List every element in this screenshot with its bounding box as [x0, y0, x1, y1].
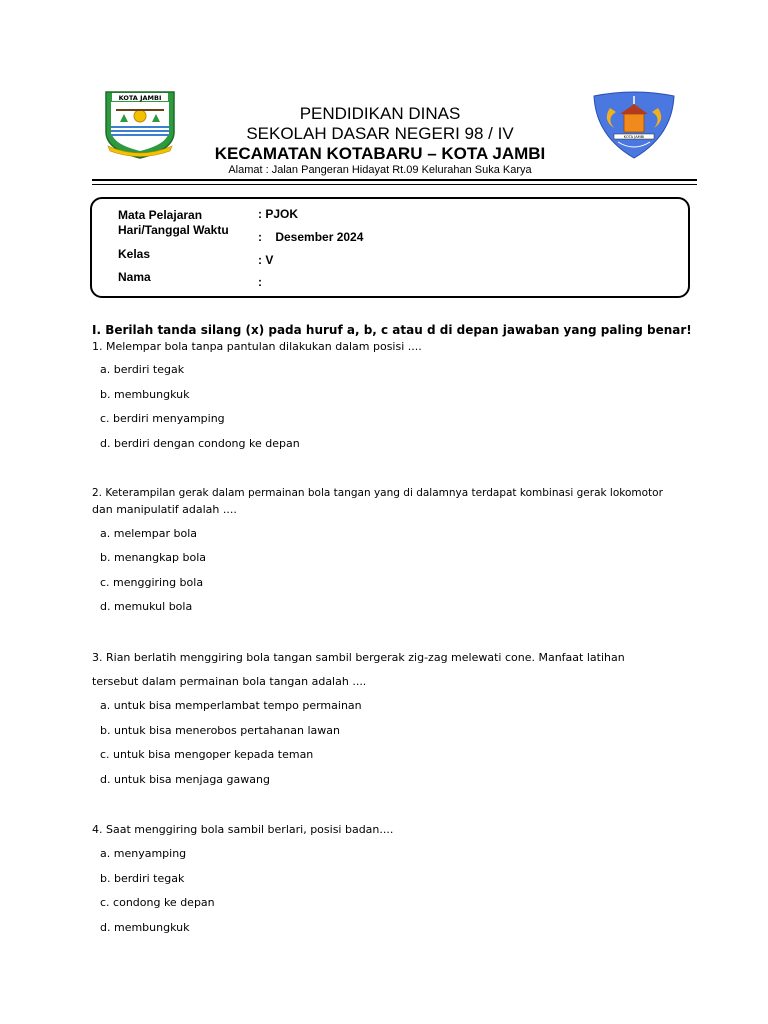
letterhead-line-1: PENDIDIKAN DINAS [299, 104, 461, 123]
question-1-option-c: c. berdiri menyamping [100, 412, 225, 425]
question-1-option-d: d. berdiri dengan condong ke depan [100, 437, 300, 450]
letterhead-rule-thin [92, 184, 697, 185]
question-2-option-c: c. menggiring bola [100, 576, 204, 589]
question-2-text-line-2: dan manipulatif adalah .... [92, 503, 237, 516]
date-label: Hari/Tanggal Waktu [118, 223, 229, 237]
name-label: Nama [118, 270, 151, 284]
letterhead-line-2: SEKOLAH DASAR NEGERI 98 / IV [246, 124, 514, 143]
subject-value: : PJOK [258, 207, 299, 221]
question-4-option-c: c. condong ke depan [100, 896, 215, 909]
letterhead-line-3: KECAMATAN KOTABARU – KOTA JAMBI [214, 144, 546, 163]
question-3-option-b: b. untuk bisa menerobos pertahanan lawan [100, 724, 340, 737]
question-4-text: 4. Saat menggiring bola sambil berlari, posisi badan.... [92, 823, 394, 836]
question-2-option-d: d. memukul bola [100, 600, 193, 613]
date-value: : Desember 2024 [258, 230, 364, 244]
question-2-option-b: b. menangkap bola [100, 551, 207, 564]
section-instruction: I. Berilah tanda silang (x) pada huruf a, b, c atau d di depan jawaban yang paling benar! [92, 323, 692, 337]
question-4-option-b: b. berdiri tegak [100, 872, 185, 885]
class-value: : V [258, 253, 274, 267]
question-2-text-line-1: 2. Keterampilan gerak dalam permainan bola tangan yang di dalamnya terdapat kombinasi gerak lokomotor [92, 487, 663, 499]
letterhead-rule-thick [92, 179, 697, 181]
question-3-option-a: a. untuk bisa memperlambat tempo permainan [100, 699, 362, 712]
kota-jambi-crest-logo [102, 88, 178, 160]
school-address: Alamat : Jalan Pangeran Hidayat Rt.09 Kelurahan Suka Karya [228, 164, 532, 176]
question-1-option-a: a. berdiri tegak [100, 363, 185, 376]
question-4-option-a: a. menyamping [100, 847, 187, 860]
right-logo-text: KOTA JAMBI [623, 135, 645, 139]
subject-label: Mata Pelajaran [118, 208, 203, 222]
question-2-option-a: a. melempar bola [100, 527, 198, 540]
question-3-option-c: c. untuk bisa mengoper kepada teman [100, 748, 314, 761]
class-label: Kelas [118, 247, 151, 261]
question-4-option-d: d. membungkuk [100, 921, 190, 934]
question-3-text-line-2: tersebut dalam permainan bola tangan adalah .... [92, 675, 367, 688]
question-3-text-line-1: 3. Rian berlatih menggiring bola tangan sambil bergerak zig-zag melewati cone. Manfaat latihan [92, 651, 625, 664]
question-1-text: 1. Melempar bola tanpa pantulan dilakukan dalam posisi .... [92, 340, 422, 353]
question-1-option-b: b. membungkuk [100, 388, 190, 401]
left-logo-text: KOTA JAMBI [118, 94, 162, 102]
school-emblem-logo [592, 90, 676, 160]
name-value: : [258, 275, 262, 289]
question-3-option-d: d. untuk bisa menjaga gawang [100, 773, 270, 786]
